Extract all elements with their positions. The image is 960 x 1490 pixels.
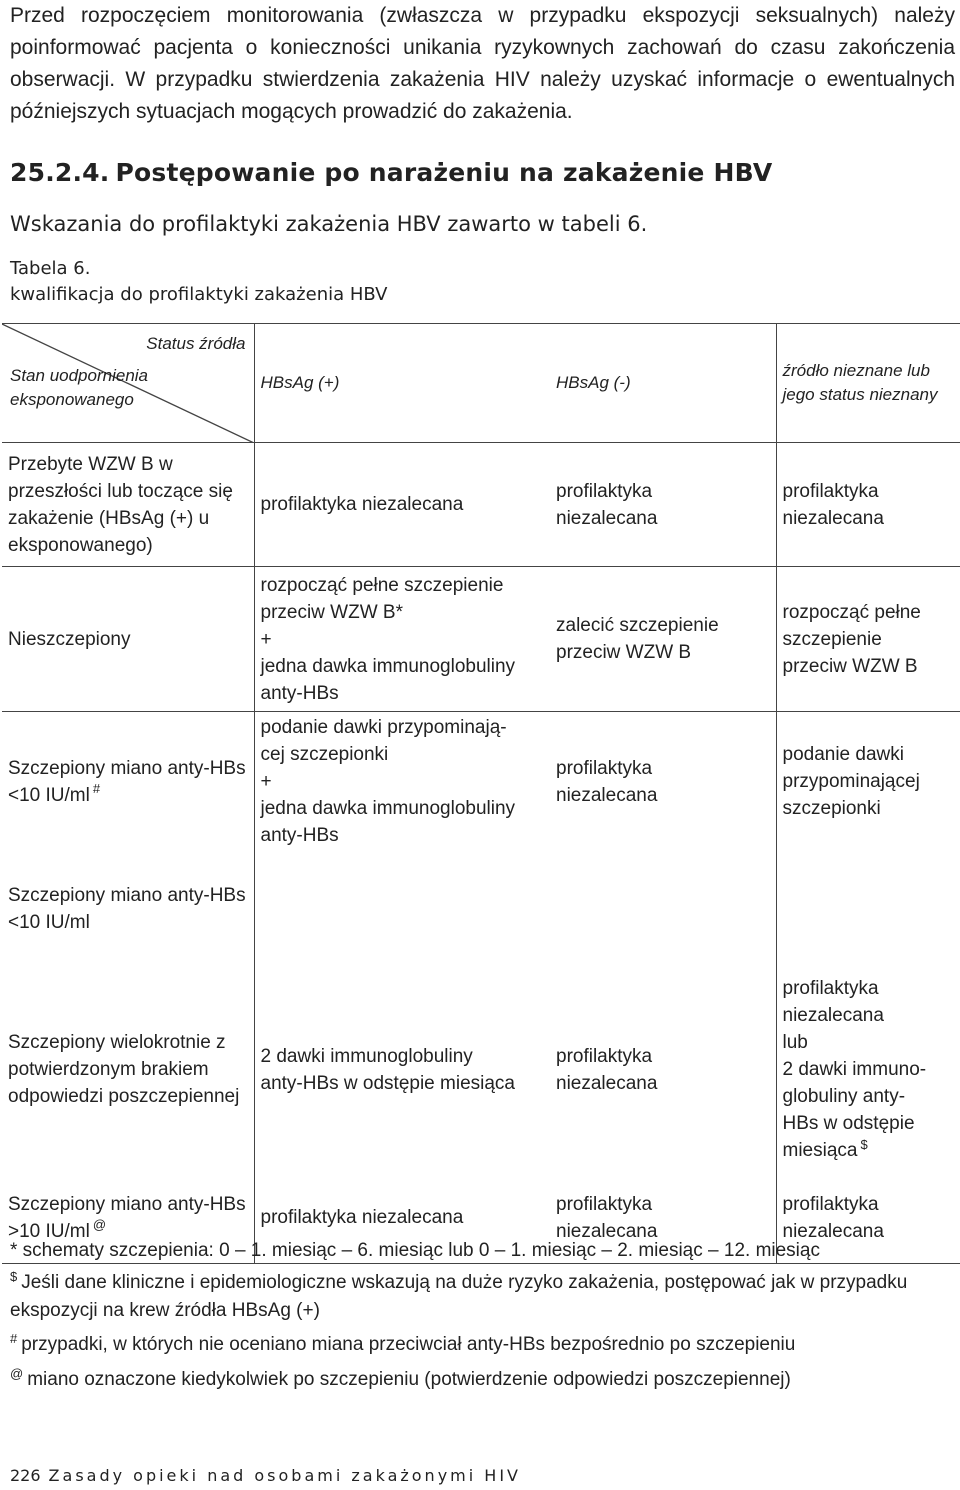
cell-line: lub	[782, 1032, 808, 1053]
cell-line: anty-HBs w odstępie miesiąca	[260, 1072, 515, 1094]
footnote-asterisk: * schematy szczepienia: 0 – 1. miesiąc – 6. miesiąc lub 0 – 1. miesiąc – 2. miesiąc – 12. miesiąc	[10, 1240, 820, 1261]
footnote-text: Jeśli dane kliniczne i epidemiologiczne wskazują na duże ryzyko zakażenia, postępować jak w przypadku ekspozycji na krew źródła HBsAg (+)	[10, 1272, 908, 1321]
cell-line: niezalecana	[556, 1072, 658, 1094]
cell-line: podanie dawki przypominają-	[260, 717, 507, 739]
hbv-prophylaxis-table	[2, 323, 960, 1264]
section-text: Wskazania do profilaktyki zakażenia HBV zawarto w tabeli 6.	[10, 212, 648, 236]
cell-line: 2 dawki immunoglobuliny	[260, 1045, 473, 1067]
cell-line: przeciw WZW B*	[260, 601, 403, 623]
hbsag-neg-cell	[550, 852, 776, 967]
cell-line: rozpocząć pełne szczepienie	[260, 574, 504, 596]
table-label: Tabela 6.	[10, 258, 91, 279]
cell-line: +	[260, 628, 272, 650]
stan-text: Szczepiony miano anty-HBs <10 IU/ml	[8, 757, 246, 806]
unknown-cell	[776, 852, 960, 967]
section-heading	[10, 158, 772, 187]
footnote-text: przypadki, w których nie oceniano miana przeciwciał anty-HBs bezpośrednio po szczepieniu	[21, 1334, 796, 1355]
header-source-status: Status źródła	[146, 334, 246, 353]
footnote-at	[10, 1366, 791, 1394]
running-title: Zasady opieki nad osobami zakażonymi HIV	[48, 1466, 521, 1485]
cell-line: cej szczepionki	[260, 744, 389, 766]
unknown-cell	[776, 967, 960, 1173]
cell-line: szczepienie	[782, 628, 882, 650]
cell-line: przypominającej	[782, 771, 920, 793]
hbsag-pos-cell	[254, 712, 550, 852]
hbsag-pos-cell	[254, 567, 550, 712]
cell-line: niezalecana	[782, 507, 884, 529]
cell-line: zalecić szczepienie	[556, 615, 719, 636]
footnote-hash	[10, 1331, 795, 1359]
footnote-mark: $	[10, 1268, 18, 1284]
table-title: kwalifikacja do profilaktyki zakażenia HBV	[10, 284, 388, 305]
hbsag-neg-cell	[550, 567, 776, 712]
cell-line: profilaktyka	[556, 1193, 653, 1215]
cell-line: profilaktyka	[556, 757, 653, 779]
footnote-text: miano oznaczone kiedykolwiek po szczepieniu (potwierdzenie odpowiedzi poszczepiennej)	[27, 1369, 791, 1390]
header-unknown-source: źródło nieznane lub jego status nieznany	[776, 324, 960, 443]
page-number: 226	[10, 1466, 41, 1485]
table-row	[2, 443, 960, 567]
intro-paragraph: Przed rozpoczęciem monitorowania (zwłaszcza w przypadku ekspozycji seksualnych) należy poinformować pacjenta o konieczności unikania ryzykownych zachowań do czasu zakończenia obserwacji. W przypadku stwierdzenia zakażenia HIV należy uzyskać informacje o ewentualnych późniejszych sytuacjach mogących prowadzić do zakażenia.	[10, 4, 955, 123]
unknown-cell	[776, 712, 960, 852]
cell-line: niezalecana	[782, 1220, 884, 1242]
cell-line: rozpocząć pełne	[782, 601, 921, 623]
section-title: Postępowanie po narażeniu na zakażenie HBV	[115, 158, 773, 187]
footnote-mark: @	[10, 1365, 24, 1381]
hbsag-pos-cell	[254, 967, 550, 1173]
cell-line: profilaktyka	[782, 1193, 879, 1215]
footnote-dollar	[10, 1269, 940, 1325]
cell-line: przeciw WZW B	[782, 655, 918, 677]
cell-line: jedna dawka immunoglobuliny	[260, 798, 516, 820]
cell-line: podanie dawki	[782, 744, 904, 766]
cell-line: jedna dawka immunoglobuliny	[260, 655, 516, 677]
cell-line: globuliny anty-	[782, 1086, 906, 1107]
cell-line: profilaktyka niezalecana	[260, 494, 464, 515]
table-row	[2, 567, 960, 712]
hbsag-neg-cell	[550, 967, 776, 1173]
footnote-mark: #	[92, 781, 101, 797]
cell-line: profilaktyka	[782, 480, 879, 502]
stan-cell: Nieszczepiony	[2, 567, 254, 712]
table-row	[2, 852, 960, 967]
diagonal-header-cell	[2, 324, 254, 443]
stan-cell: Przebyte WZW B w przeszłości lub toczące się zakażenie (HBsAg (+) u eksponowanego)	[2, 443, 254, 567]
cell-line: profilaktyka niezalecana	[260, 1207, 464, 1229]
header-hbsag-positive: HBsAg (+)	[260, 373, 340, 392]
hbsag-pos-cell	[254, 443, 550, 567]
table-row	[2, 712, 960, 852]
unknown-cell	[776, 567, 960, 712]
cell-line: HBs w odstępie	[782, 1113, 915, 1134]
cell-line: 2 dawki immuno-	[782, 1059, 927, 1080]
cell-line: miesiąca	[782, 1140, 858, 1161]
cell-line: +	[260, 771, 272, 793]
cell-line: niezalecana	[556, 507, 658, 529]
stan-cell: Szczepiony wielokrotnie z potwierdzonym brakiem odpowiedzi poszczepiennej	[2, 967, 254, 1173]
unknown-cell	[776, 443, 960, 567]
cell-line: niezalecana	[556, 1220, 658, 1242]
stan-text: Szczepiony miano anty-HBs >10 IU/ml	[8, 1193, 246, 1242]
page-footer	[10, 1466, 521, 1485]
stan-cell	[2, 712, 254, 852]
cell-line: przeciw WZW B	[556, 642, 692, 663]
cell-line: niezalecana	[556, 784, 658, 806]
cell-line: profilaktyka	[556, 1045, 653, 1067]
cell-line: niezalecana	[782, 1005, 884, 1026]
cell-line: anty-HBs	[260, 682, 339, 704]
footnote-mark: $	[860, 1136, 868, 1152]
hbsag-neg-cell	[550, 712, 776, 852]
cell-line: profilaktyka	[782, 978, 879, 999]
header-recipient-status: Stan uodpornienia eksponowanego	[10, 366, 149, 409]
section-number: 25.2.4.	[10, 158, 110, 187]
footnote-mark: @	[92, 1217, 107, 1233]
stan-cell: Szczepiony miano anty-HBs <10 IU/ml	[2, 852, 254, 967]
table-row	[2, 967, 960, 1173]
footnote-mark: #	[10, 1330, 18, 1346]
table-header-row	[2, 324, 960, 443]
hbsag-neg-cell	[550, 443, 776, 567]
cell-line: anty-HBs	[260, 825, 339, 847]
header-hbsag-negative: HBsAg (-)	[556, 373, 631, 392]
cell-line: profilaktyka	[556, 480, 653, 502]
cell-line: szczepionki	[782, 798, 881, 820]
hbsag-pos-cell	[254, 852, 550, 967]
